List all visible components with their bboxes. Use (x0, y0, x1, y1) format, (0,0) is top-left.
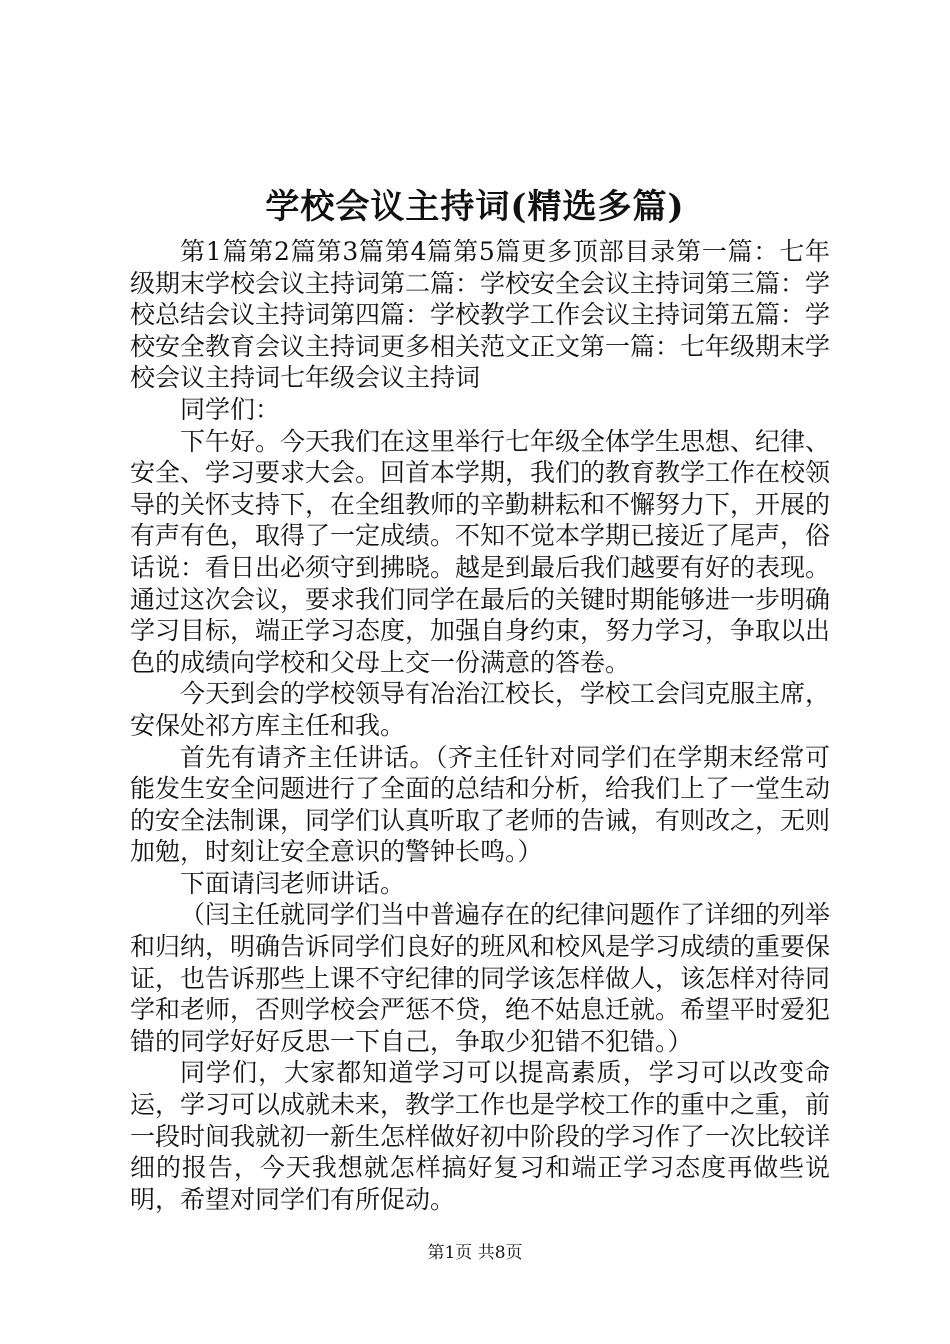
paragraph-next-speaker: 下面请闫老师讲话。 (180, 868, 406, 898)
document-title: 学校会议主持词(精选多篇) (265, 187, 685, 227)
paragraph-greeting: 同学们： (180, 394, 281, 424)
paragraph-attendees: 今天到会的学校领导有冶治江校长，学校工会闫克服主席，安保处祁方库主任和我。 (130, 679, 831, 740)
paragraph-opening: 下午好。今天我们在这里举行七年级全体学生思想、纪律、安全、学习要求大会。回首本学期，我们的教育教学工作在校领导的关怀支持下，在全组教师的辛勤耕耘和不懈努力下，开展的有声有色，取得了一定成绩。不知不觉本学期已接近了尾声，俗话说：看日出必须守到拂晓。越是到最后我们越要有好的表现。通过这次会议，要求我们同学在最后的关键时期能够进一步明确学习目标，端正学习态度，加强自身约束，努力学习，争取以出色的成绩向学校和父母上交一份满意的答卷。 (130, 426, 831, 677)
page-number-footer: 第1页 共8页 (427, 1243, 523, 1263)
document-body (130, 236, 830, 1215)
paragraph-first-speech: 首先有请齐主任讲话。（齐主任针对同学们在学期末经常可能发生安全问题进行了全面的总结和分析，给我们上了一堂生动的安全法制课，同学们认真听取了老师的告诫，有则改之，无则加勉，时刻让安全意识的警钟长鸣。） (130, 742, 831, 867)
paragraph-study: 同学们，大家都知道学习可以提高素质，学习可以改变命运，学习可以成就未来，教学工作也是学校工作的重中之重，前一段时间我就初一新生怎样做好初中阶段的学习作了一次比较详细的报告，今天我想就怎样搞好复习和端正学习态度再做些说明，希望对同学们有所促动。 (130, 1058, 831, 1214)
paragraph-second-speech: （闫主任就同学们当中普遍存在的纪律问题作了详细的列举和归纳，明确告诉同学们良好的班风和校风是学习成绩的重要保证，也告诉那些上课不守纪律的同学该怎样做人，该怎样对待同学和老师，否则学校会严惩不贷，绝不姑息迁就。希望平时爱犯错的同学好好反思一下自己，争取少犯错不犯错。） (130, 900, 831, 1056)
paragraph-toc: 第1篇第2篇第3篇第4篇第5篇更多顶部目录第一篇：七年级期末学校会议主持词第二篇：学校安全会议主持词第三篇：学校总结会议主持词第四篇：学校教学工作会议主持词第五篇：学校安全教育会议主持词更多相关范文正文第一篇：七年级期末学校会议主持词七年级会议主持词 (130, 237, 831, 393)
